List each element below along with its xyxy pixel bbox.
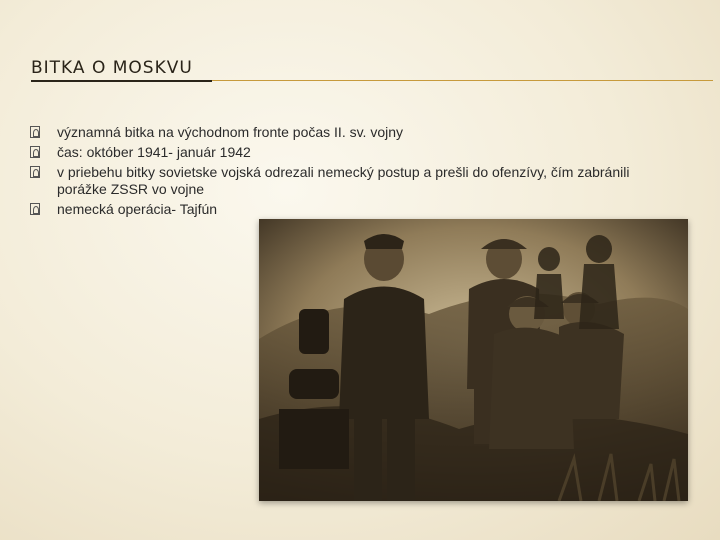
bullet-glyph-icon	[30, 146, 40, 158]
bullet-text: čas: október 1941- január 1942	[57, 144, 251, 160]
bullet-text: v priebehu bitky sovietske vojská odrezali nemecký postup a prešli do ofenzívy, čím zabránili porážke ZSSR vo vojne	[57, 164, 630, 197]
bullet-glyph-icon	[30, 203, 40, 215]
soldiers-photo-illustration	[259, 219, 688, 501]
title-underline	[31, 80, 212, 82]
bullet-item	[30, 144, 670, 161]
bullet-list	[30, 124, 670, 221]
slide-title: BITKA O MOSKVU	[31, 58, 193, 78]
bullet-glyph-icon	[30, 166, 40, 178]
bullet-text: nemecká operácia- Tajfún	[57, 201, 218, 217]
soldiers-photo	[259, 219, 688, 501]
bullet-item	[30, 124, 670, 141]
bullet-item	[30, 201, 670, 218]
bullet-text: významná bitka na východnom fronte počas II. sv. vojny	[57, 124, 404, 140]
bullet-item	[30, 164, 670, 198]
bullet-glyph-icon	[30, 126, 40, 138]
